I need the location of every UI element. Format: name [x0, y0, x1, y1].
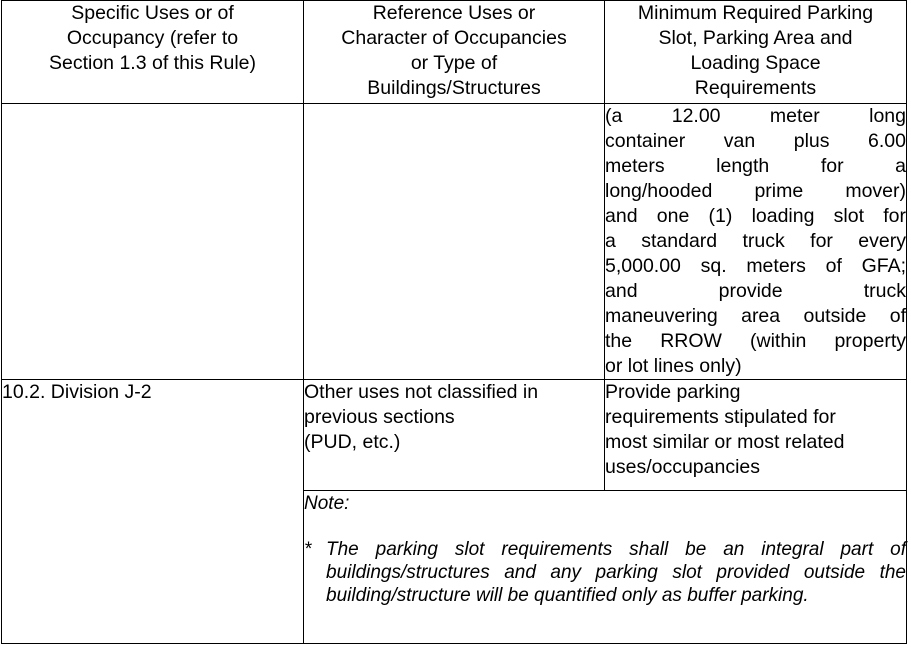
empty-cell-reference	[304, 104, 605, 380]
header-reference-uses: Reference Uses or Character of Occupancies or Type of Buildings/Structures	[304, 1, 605, 104]
note-body: * The parking slot requirements shall be an integral part of buildings/structures and any parking slot provided outside the building/structure will be quantified only as buffer parking.	[304, 539, 906, 606]
note-cell	[304, 491, 907, 644]
continued-requirement-cell: (a 12.00 meter long container van plus 6.00 meters length for a long/hooded prime mover) and one (1) loading slot for a standard truck for every 5,000.00 sq. meters of GFA; and provide truck maneuvering area outside of the RROW (within property or lot lines only)	[605, 104, 907, 380]
header-minimum-requirements: Minimum Required Parking Slot, Parking Area and Loading Space Requirements	[605, 1, 907, 104]
empty-cell-uses	[2, 104, 304, 380]
header-specific-uses: Specific Uses or of Occupancy (refer to Section 1.3 of this Rule)	[2, 1, 304, 104]
table-row-division-j2	[2, 380, 907, 491]
note-asterisk: *	[304, 539, 312, 560]
table-header-row	[2, 1, 907, 104]
parking-requirements-table	[1, 0, 907, 644]
reference-uses-cell: Other uses not classified in previous sections (PUD, etc.)	[304, 380, 605, 491]
table-row-continued	[2, 104, 907, 380]
requirement-cell: Provide parking requirements stipulated for most similar or most related uses/occupancies	[605, 380, 907, 491]
division-label: 10.2. Division J-2	[2, 380, 304, 644]
note-title: Note:	[304, 493, 350, 514]
